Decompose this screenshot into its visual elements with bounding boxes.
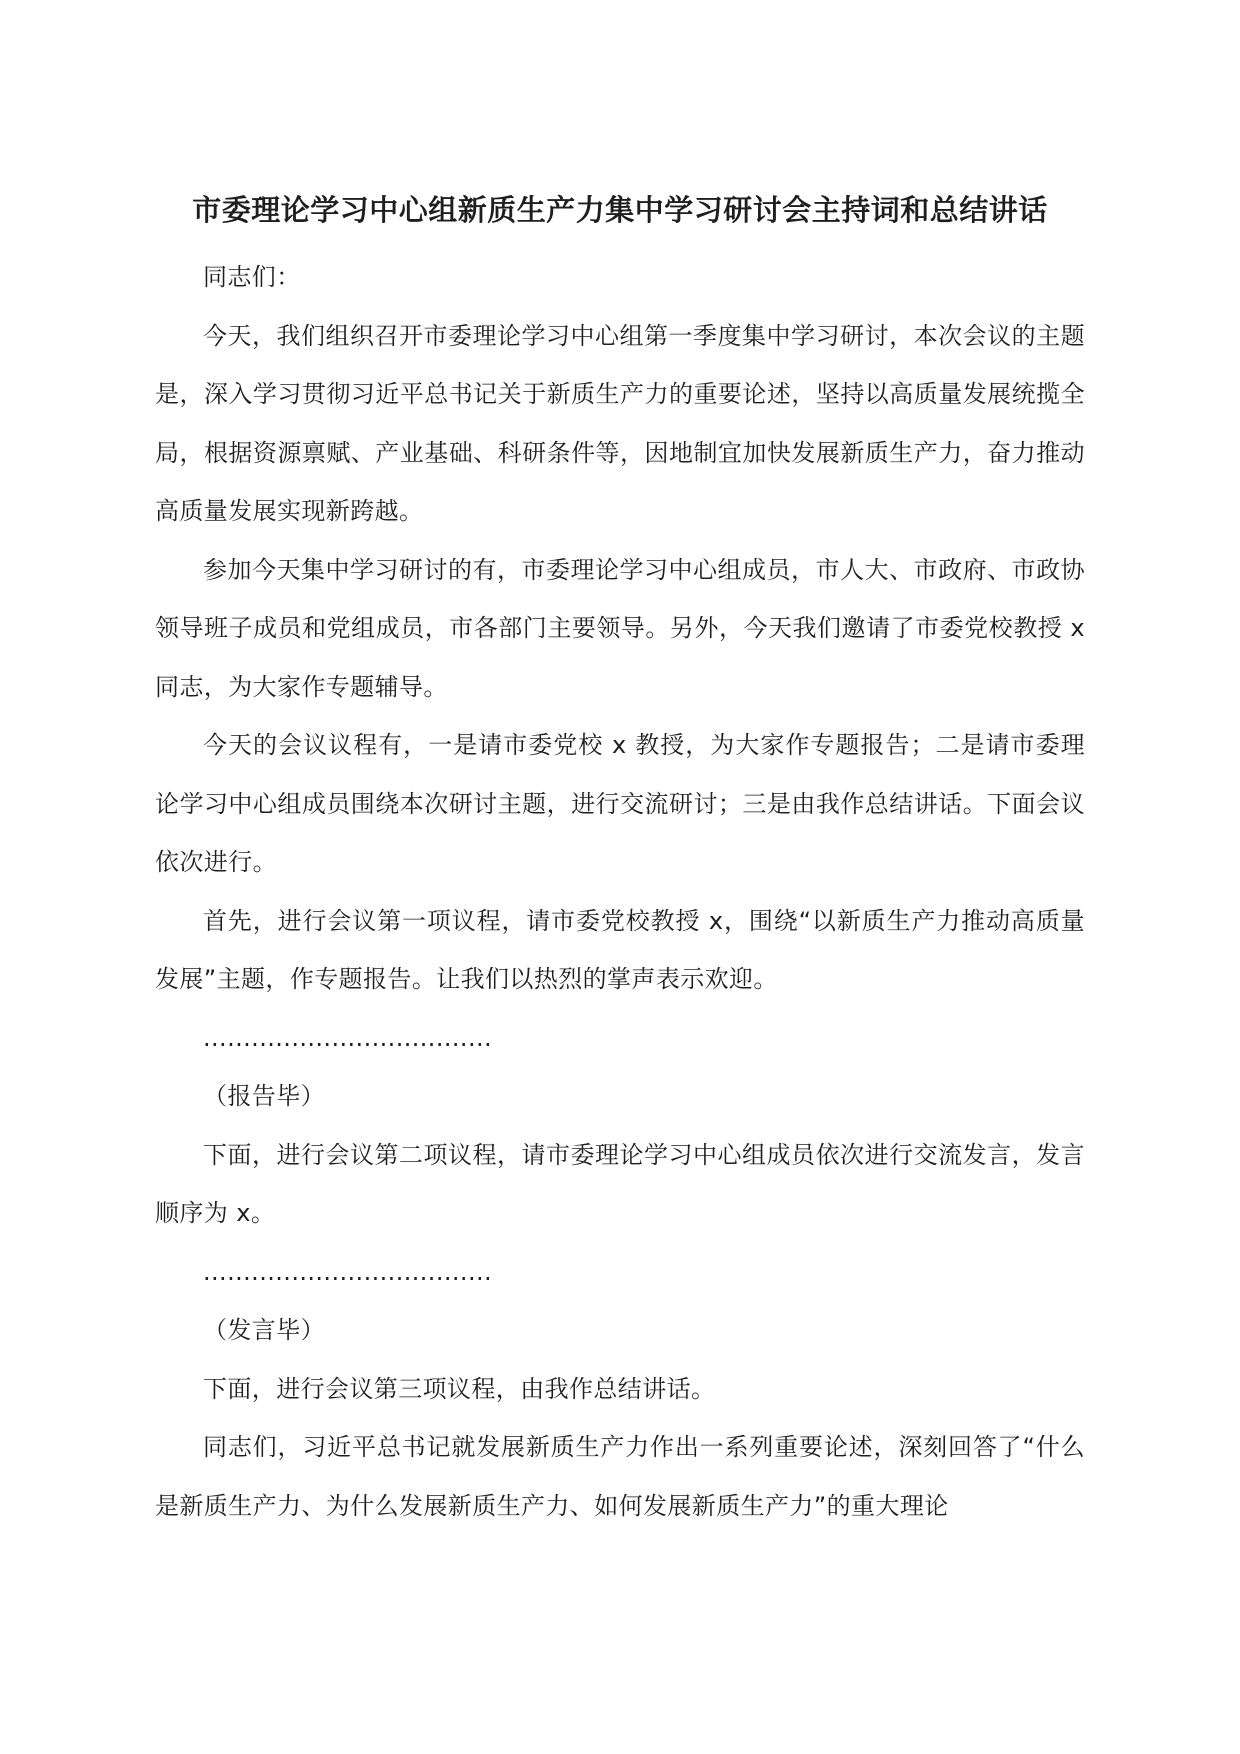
paragraph-agenda: 今天的会议议程有，一是请市委党校 x 教授，为大家作专题报告；二是请市委理论学习中心组成员围绕本次研讨主题，进行交流研讨；三是由我作总结讲话。下面会议依次进行。 bbox=[155, 731, 1085, 876]
document-title: 市委理论学习中心组新质生产力集中学习研讨会主持词和总结讲话 bbox=[192, 193, 1048, 227]
paragraph-attendees: 参加今天集中学习研讨的有，市委理论学习中心组成员，市人大、市政府、市政协领导班子成员和党组成员，市各部门主要领导。另外，今天我们邀请了市委党校教授 x 同志，为大家作专题辅导。 bbox=[155, 555, 1085, 701]
report-end-note: （报告毕） bbox=[203, 1082, 325, 1110]
paragraph-second-item: 下面，进行会议第二项议程，请市委理论学习中心组成员依次进行交流发言，发言顺序为 x。 bbox=[155, 1140, 1085, 1227]
ellipsis-line: .................................... bbox=[203, 1023, 493, 1052]
ellipsis-line: .................................... bbox=[203, 1257, 493, 1286]
speech-end-note: （发言毕） bbox=[203, 1316, 325, 1344]
paragraph-meeting-theme: 今天，我们组织召开市委理论学习中心组第一季度集中学习研讨，本次会议的主题是，深入学习贯彻习近平总书记关于新质生产力的重要论述，坚持以高质量发展统揽全局，根据资源禀赋、产业基础、科研条件等，因地制宜加快发展新质生产力，奋力推动高质量发展实现新跨越。 bbox=[155, 321, 1085, 525]
paragraph-first-item: 首先，进行会议第一项议程，请市委党校教授 x，围绕“以新质生产力推动高质量发展”主题，作专题报告。让我们以热烈的掌声表示欢迎。 bbox=[155, 906, 1085, 993]
paragraph-summary-start: 同志们，习近平总书记就发展新质生产力作出一系列重要论述，深刻回答了“什么是新质生产力、为什么发展新质生产力、如何发展新质生产力”的重大理论 bbox=[155, 1433, 1085, 1520]
salutation: 同志们： bbox=[203, 263, 301, 291]
document-body bbox=[155, 248, 1085, 1535]
paragraph-third-item: 下面，进行会议第三项议程，由我作总结讲话。 bbox=[203, 1374, 716, 1403]
